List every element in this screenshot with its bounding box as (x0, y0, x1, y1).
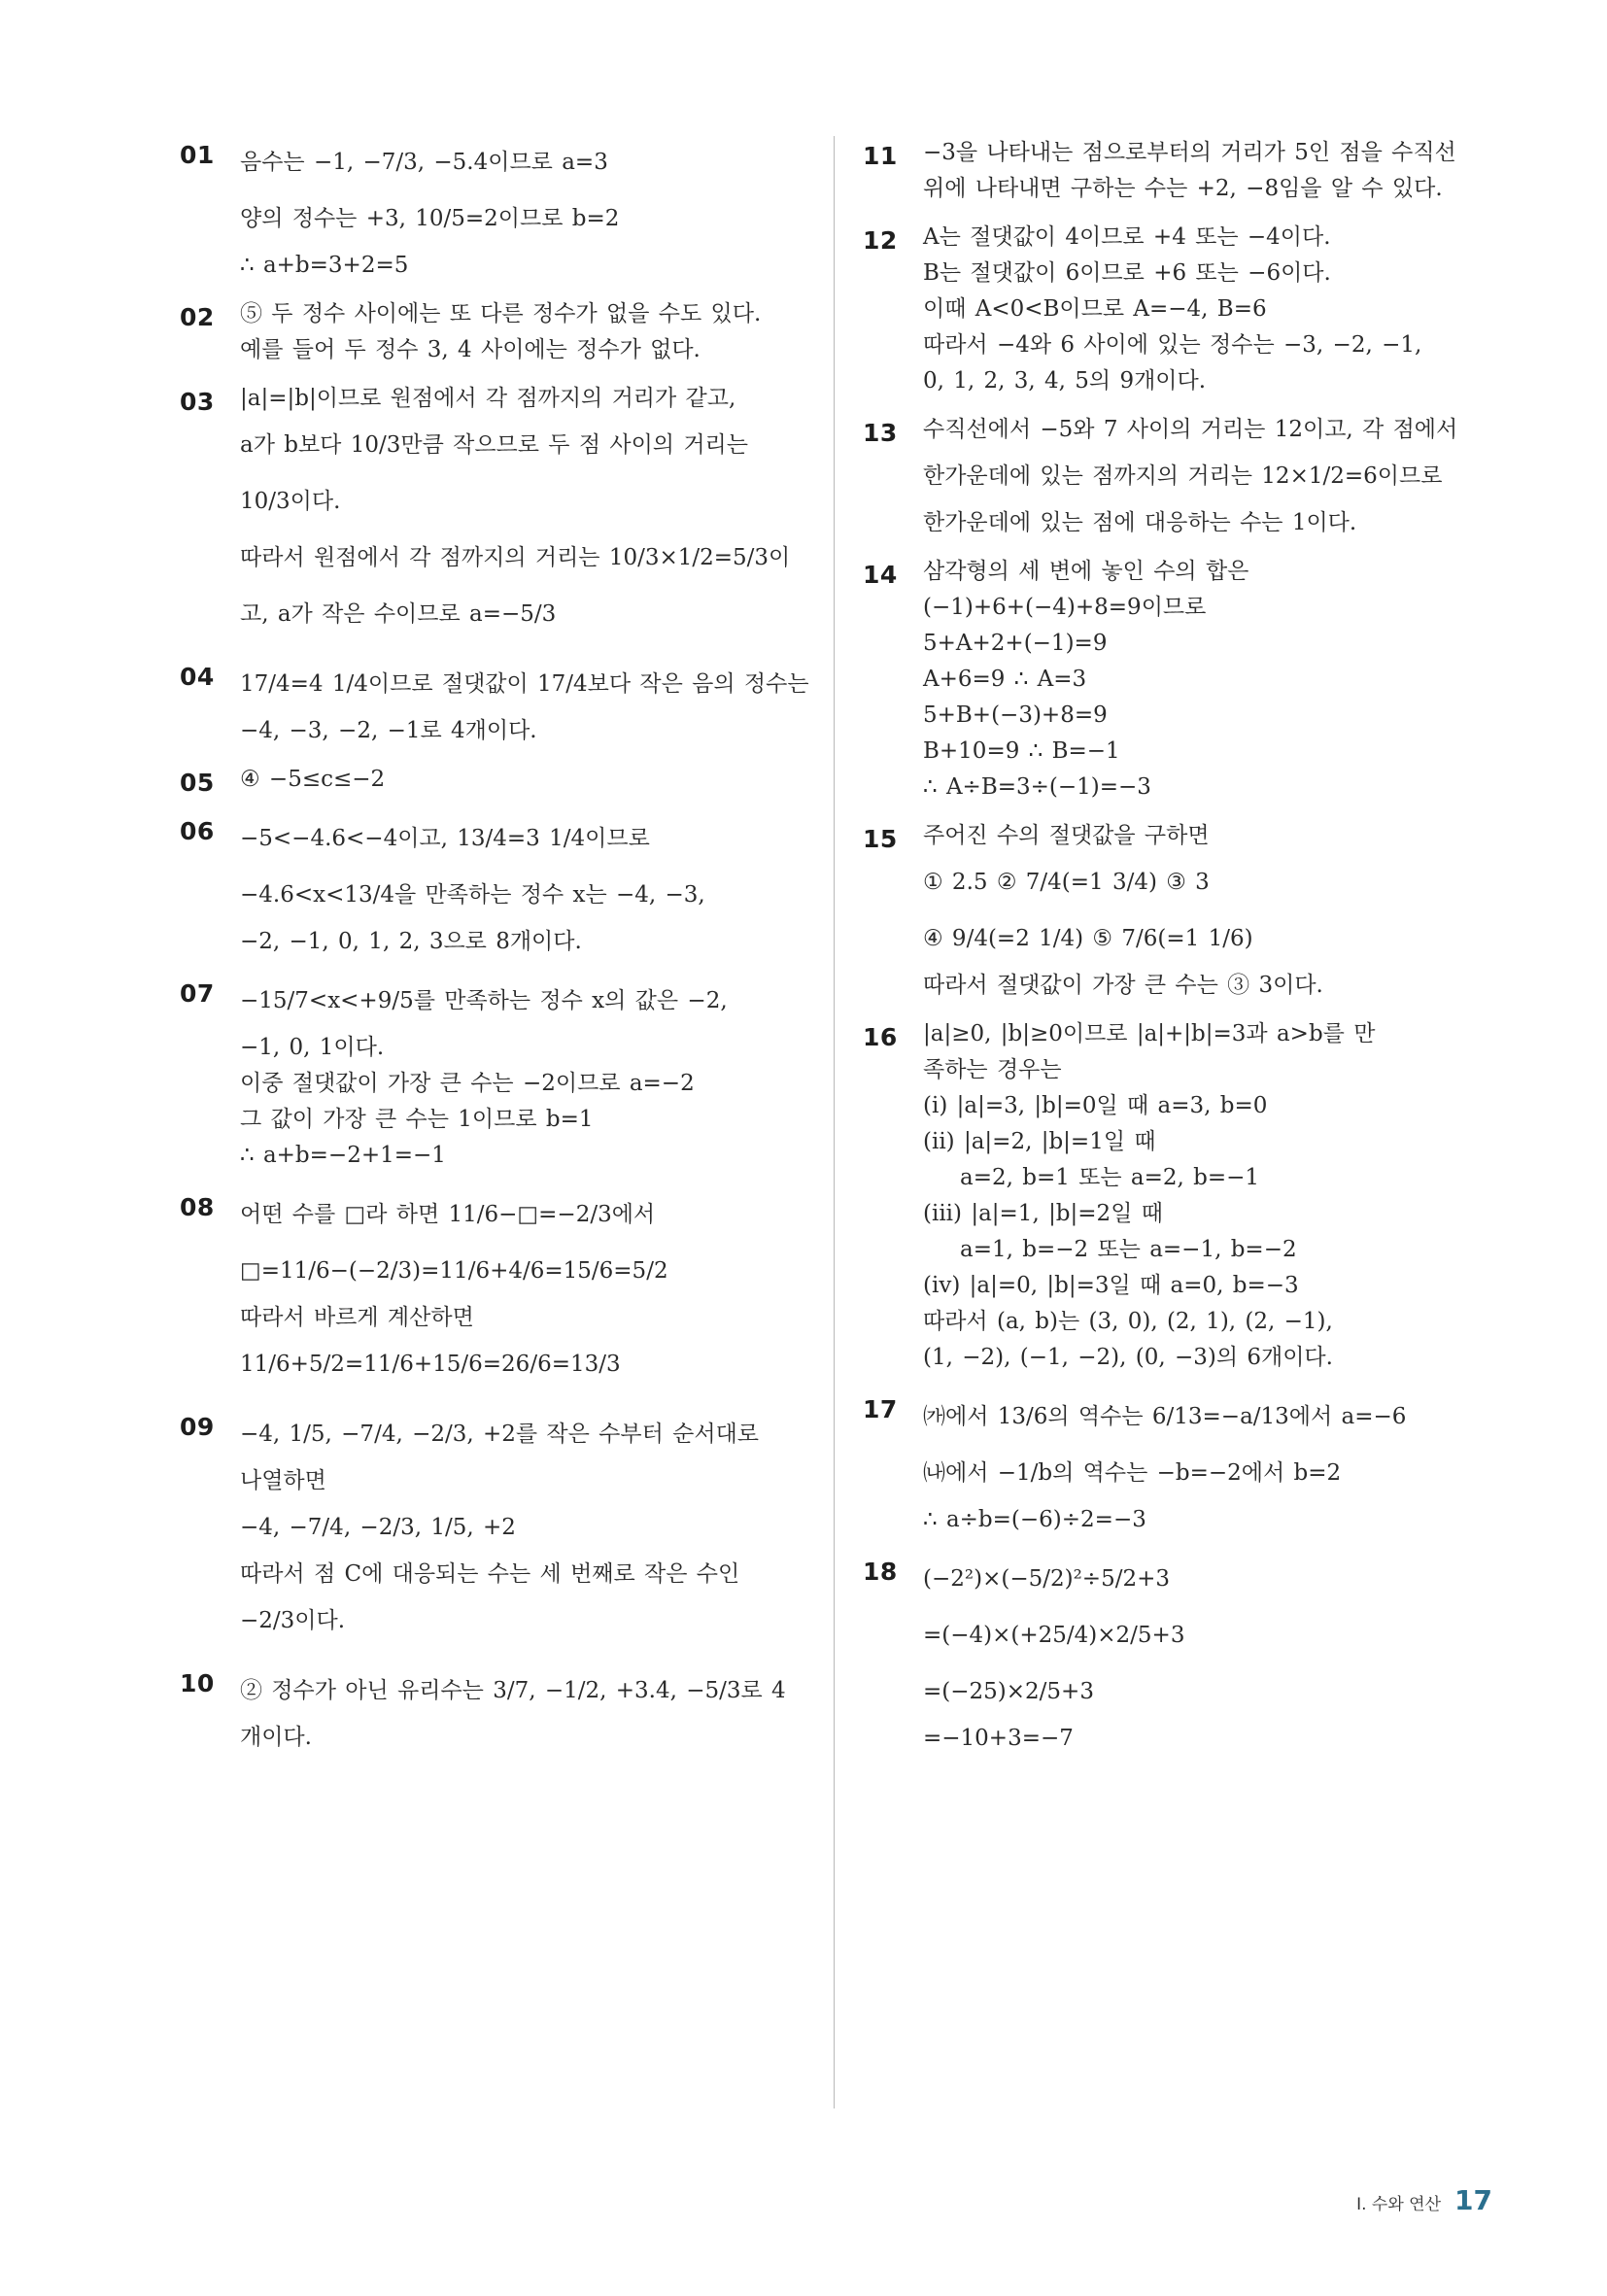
solution-line: ④ −5≤c≤−2 (240, 767, 386, 792)
solution-line: 위에 나타내면 구하는 수는 +2, −8임을 알 수 있다. (923, 176, 1443, 201)
solution-line: 예를 들어 두 정수 3, 4 사이에는 정수가 없다. (240, 337, 701, 362)
solution-line: 음수는 −1, −7/3, −5.4이므로 a=3 (240, 150, 608, 175)
solution-line: (−1)+6+(−4)+8=9이므로 (923, 595, 1207, 620)
problem-number: 16 (863, 1023, 898, 1051)
chapter-label: Ⅰ. 수와 연산 (1356, 2195, 1442, 2214)
solution-line: 17/4=4 1/4이므로 절댓값이 17/4보다 작은 음의 정수는 (240, 671, 809, 697)
solution-line: 따라서 점 C에 대응되는 수는 세 번째로 작은 수인 (240, 1561, 740, 1587)
problem-number: 01 (180, 141, 215, 169)
solution-line: 따라서 절댓값이 가장 큰 수는 ③ 3이다. (923, 973, 1323, 998)
solution-line: 따라서 원점에서 각 점까지의 거리는 10/3×1/2=5/3이 (240, 545, 791, 570)
problem-number: 17 (863, 1395, 898, 1423)
problem-15 (863, 821, 1494, 1000)
problem-18 (863, 1554, 1494, 1753)
solution-line: 따라서 −4와 6 사이에 있는 정수는 −3, −2, −1, (923, 332, 1422, 358)
problem-12 (863, 223, 1494, 395)
solution-line: 어떤 수를 □라 하면 11/6−□=−2/3에서 (240, 1202, 656, 1227)
solution-line: −5<−4.6<−4이고, 13/4=3 1/4이므로 (240, 826, 650, 851)
solution-line: −2/3이다. (240, 1608, 346, 1633)
problem-number: 13 (863, 419, 898, 447)
right-column (863, 131, 1494, 1772)
solution-line: 양의 정수는 +3, 10/5=2이므로 b=2 (240, 206, 620, 231)
solution-line: 11/6+5/2=11/6+15/6=26/6=13/3 (240, 1352, 621, 1377)
solution-line: −4, 1/5, −7/4, −2/3, +2를 작은 수부터 순서대로 (240, 1422, 760, 1447)
solution-line: 한가운데에 있는 점까지의 거리는 12×1/2=6이므로 (923, 463, 1443, 489)
problem-11 (863, 138, 1494, 203)
solution-line: −15/7<x<+9/5를 만족하는 정수 x의 값은 −2, (240, 988, 728, 1013)
problem-08 (180, 1189, 802, 1389)
solution-line: 따라서 바르게 계산하면 (240, 1305, 474, 1330)
problem-number: 02 (180, 303, 215, 331)
solution-line: A는 절댓값이 4이므로 +4 또는 −4이다. (923, 224, 1331, 250)
solution-line: −1, 0, 1이다. (240, 1035, 385, 1060)
solution-line: ㈎에서 13/6의 역수는 6/13=−a/13에서 a=−6 (923, 1404, 1407, 1429)
problem-06 (180, 813, 802, 956)
solution-line: ∴ a+b=−2+1=−1 (240, 1143, 446, 1168)
solution-line: 5+A+2+(−1)=9 (923, 631, 1108, 656)
solution-line: 5+B+(−3)+8=9 (923, 703, 1108, 728)
solution-line: =−10+3=−7 (923, 1726, 1074, 1751)
problem-13 (863, 415, 1494, 537)
problem-number: 05 (180, 769, 215, 797)
solution-line: (iii) |a|=1, |b|=2일 때 (923, 1201, 1163, 1226)
solution-line: −4, −3, −2, −1로 4개이다. (240, 718, 537, 743)
problem-16 (863, 1019, 1494, 1372)
column-divider (834, 136, 835, 2108)
solution-line: ㈏에서 −1/b의 역수는 −b=−2에서 b=2 (923, 1460, 1342, 1486)
solution-line: B+10=9 ∴ B=−1 (923, 738, 1120, 764)
solution-line: 0, 1, 2, 3, 4, 5의 9개이다. (923, 368, 1207, 394)
solution-line: B는 절댓값이 6이므로 +6 또는 −6이다. (923, 260, 1331, 286)
solution-line: =(−25)×2/5+3 (923, 1679, 1094, 1704)
solution-line: 이중 절댓값이 가장 큰 수는 −2이므로 a=−2 (240, 1071, 695, 1096)
solution-line: a=2, b=1 또는 a=2, b=−1 (960, 1165, 1260, 1190)
solution-line: 개이다. (240, 1725, 312, 1750)
problem-number: 14 (863, 561, 898, 589)
solution-line: 나열하면 (240, 1468, 326, 1493)
solution-line: −2, −1, 0, 1, 2, 3으로 8개이다. (240, 929, 582, 954)
solution-line: (i) |a|=3, |b|=0일 때 a=3, b=0 (923, 1093, 1268, 1118)
problem-04 (180, 659, 809, 745)
problem-01 (180, 137, 802, 280)
solution-line: ② 정수가 아닌 유리수는 3/7, −1/2, +3.4, −5/3로 4 (240, 1678, 786, 1703)
solution-line: (−2²)×(−5/2)²÷5/2+3 (923, 1566, 1170, 1592)
solution-line: (iv) |a|=0, |b|=3일 때 a=0, b=−3 (923, 1273, 1299, 1298)
problem-17 (863, 1391, 1494, 1534)
problem-05 (180, 765, 802, 797)
solution-line: −4, −7/4, −2/3, 1/5, +2 (240, 1515, 516, 1540)
solution-line: 따라서 (a, b)는 (3, 0), (2, 1), (2, −1), (923, 1309, 1333, 1334)
solution-line: 그 값이 가장 큰 수는 1이므로 b=1 (240, 1107, 594, 1132)
solution-line: (1, −2), (−1, −2), (0, −3)의 6개이다. (923, 1345, 1333, 1370)
solution-line: |a|≥0, |b|≥0이므로 |a|+|b|=3과 a>b를 만 (923, 1021, 1376, 1046)
problem-number: 10 (180, 1669, 215, 1697)
solution-line: a=1, b=−2 또는 a=−1, b=−2 (960, 1237, 1297, 1262)
problem-number: 03 (180, 388, 215, 416)
problem-14 (863, 557, 1494, 802)
solution-line: ∴ a+b=3+2=5 (240, 253, 409, 278)
solution-line: ∴ a÷b=(−6)÷2=−3 (923, 1507, 1146, 1532)
problem-number: 15 (863, 825, 898, 853)
problem-09 (180, 1409, 802, 1646)
solution-line: 10/3이다. (240, 489, 341, 514)
solution-line: 한가운데에 있는 점에 대응하는 수는 1이다. (923, 510, 1357, 535)
solution-line: a가 b보다 10/3만큼 작으므로 두 점 사이의 거리는 (240, 432, 748, 458)
solution-line: 삼각형의 세 변에 놓인 수의 합은 (923, 559, 1249, 584)
solution-line: 주어진 수의 절댓값을 구하면 (923, 823, 1210, 848)
solution-line: ④ 9/4(=2 1/4) ⑤ 7/6(=1 1/6) (923, 926, 1253, 951)
solution-line: 수직선에서 −5와 7 사이의 거리는 12이고, 각 점에서 (923, 417, 1458, 442)
problem-07 (180, 976, 802, 1170)
problem-number: 04 (180, 663, 215, 691)
solution-line: −4.6<x<13/4을 만족하는 정수 x는 −4, −3, (240, 882, 705, 908)
solution-line: □=11/6−(−2/3)=11/6+4/6=15/6=5/2 (240, 1258, 668, 1284)
solution-line: ① 2.5 ② 7/4(=1 3/4) ③ 3 (923, 870, 1210, 895)
problem-number: 06 (180, 817, 215, 845)
solution-line: ⑤ 두 정수 사이에는 또 다른 정수가 없을 수도 있다. (240, 301, 762, 326)
page-number: 17 (1454, 2184, 1492, 2216)
left-column (180, 131, 809, 1771)
problem-10 (180, 1665, 802, 1752)
problem-number: 08 (180, 1193, 215, 1221)
solution-line: −3을 나타내는 점으로부터의 거리가 5인 점을 수직선 (923, 140, 1456, 165)
problem-number: 07 (180, 979, 215, 1008)
problem-03 (180, 384, 802, 639)
solution-line: 이때 A<0<B이므로 A=−4, B=6 (923, 296, 1267, 322)
page-footer (1356, 2184, 1492, 2216)
solution-line: A+6=9 ∴ A=3 (923, 667, 1087, 692)
solution-line: |a|=|b|이므로 원점에서 각 점까지의 거리가 같고, (240, 386, 736, 411)
problem-number: 18 (863, 1558, 898, 1586)
problem-number: 12 (863, 226, 898, 255)
solution-line: ∴ A÷B=3÷(−1)=−3 (923, 774, 1151, 800)
solution-line: (ii) |a|=2, |b|=1일 때 (923, 1129, 1156, 1154)
problem-number: 09 (180, 1413, 215, 1441)
solution-line: =(−4)×(+25/4)×2/5+3 (923, 1623, 1185, 1648)
solution-line: 고, a가 작은 수이므로 a=−5/3 (240, 601, 557, 627)
problem-02 (180, 299, 802, 364)
problem-number: 11 (863, 142, 898, 170)
solution-line: 족하는 경우는 (923, 1057, 1062, 1082)
